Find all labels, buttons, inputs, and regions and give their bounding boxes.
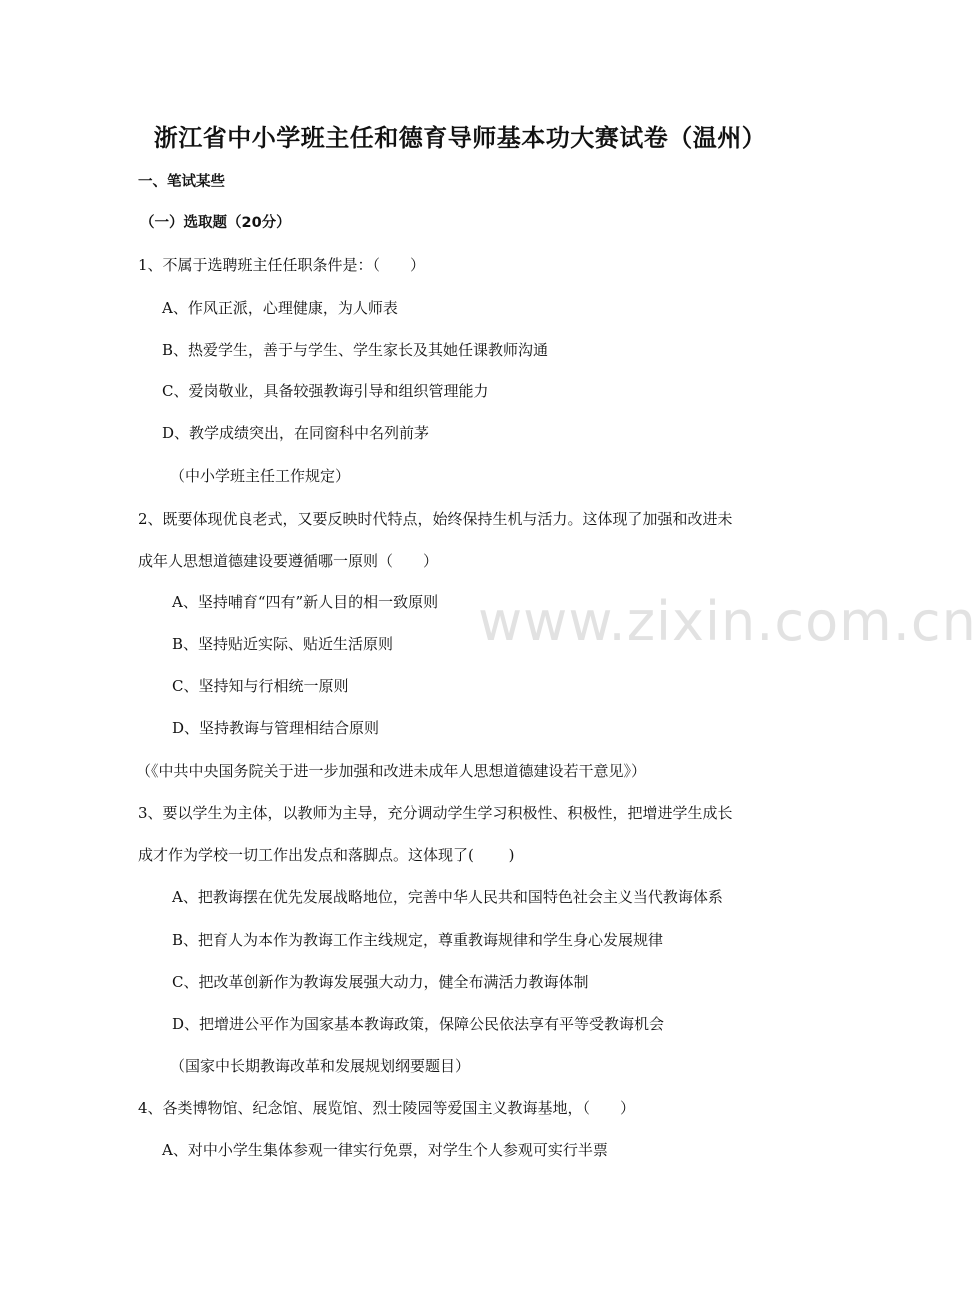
question-2-option-c: C、坚持知与行相统一原则 — [172, 677, 349, 695]
question-2-source: （《中共中央国务院关于进一步加强和改进未成年人思想道德建设若干意见》） — [136, 762, 647, 780]
question-2-option-d: D、坚持教诲与管理相结合原则 — [172, 719, 380, 737]
watermark: www.zixin.com.cn — [478, 590, 977, 653]
question-2-stem-line-1: 2、既要体现优良老式，又要反映时代特点，始终保持生机与活力。这体现了加强和改进未 — [138, 510, 733, 528]
exam-title: 浙江省中小学班主任和德育导师基本功大赛试卷（温州） — [153, 124, 767, 152]
question-4-stem: 4、各类博物馆、纪念馆、展览馆、烈士陵园等爱国主义教诲基地，（ ） — [138, 1099, 636, 1117]
question-3-option-b: B、把育人为本作为教诲工作主线规定，尊重教诲规律和学生身心发展规律 — [172, 931, 664, 949]
section-heading: 一、笔试某些 — [138, 174, 225, 190]
question-1-source: （中小学班主任工作规定） — [170, 467, 351, 485]
question-2-stem-line-2: 成年人思想道德建设要遵循哪一原则（ ） — [138, 552, 439, 570]
question-3-stem-line-2: 成才作为学校一切工作出发点和落脚点。这体现了( ) — [138, 846, 515, 864]
question-1-option-a: A、作风正派，心理健康，为人师表 — [162, 299, 398, 317]
question-2-option-a: A、坚持哺育“四有”新人目的相一致原则 — [172, 593, 439, 611]
question-2-option-b: B、坚持贴近实际、贴近生活原则 — [172, 635, 394, 653]
question-4-option-a: A、对中小学生集体参观一律实行免票，对学生个人参观可实行半票 — [162, 1141, 608, 1159]
question-3-option-a: A、把教诲摆在优先发展战略地位，完善中华人民共和国特色社会主义当代教诲体系 — [172, 888, 723, 906]
question-1-stem: 1、不属于选聘班主任任职条件是：（ ） — [138, 256, 426, 274]
question-1-option-c: C、爱岗敬业，具备较强教诲引导和组织管理能力 — [162, 382, 489, 400]
question-3-source: （国家中长期教诲改革和发展规划纲要题目） — [170, 1057, 471, 1075]
question-1-option-b: B、热爱学生，善于与学生、学生家长及其她任课教师沟通 — [162, 341, 549, 359]
question-3-stem-line-1: 3、要以学生为主体，以教师为主导，充分调动学生学习积极性、积极性，把增进学生成长 — [138, 804, 733, 822]
question-3-option-c: C、把改革创新作为教诲发展强大动力，健全布满活力教诲体制 — [172, 973, 589, 991]
question-1-option-d: D、教学成绩突出，在同窗科中名列前茅 — [162, 424, 430, 442]
subsection-heading: （一）选取题（20分） — [140, 215, 291, 231]
question-3-option-d: D、把增进公平作为国家基本教诲政策，保障公民依法享有平等受教诲机会 — [172, 1015, 665, 1033]
